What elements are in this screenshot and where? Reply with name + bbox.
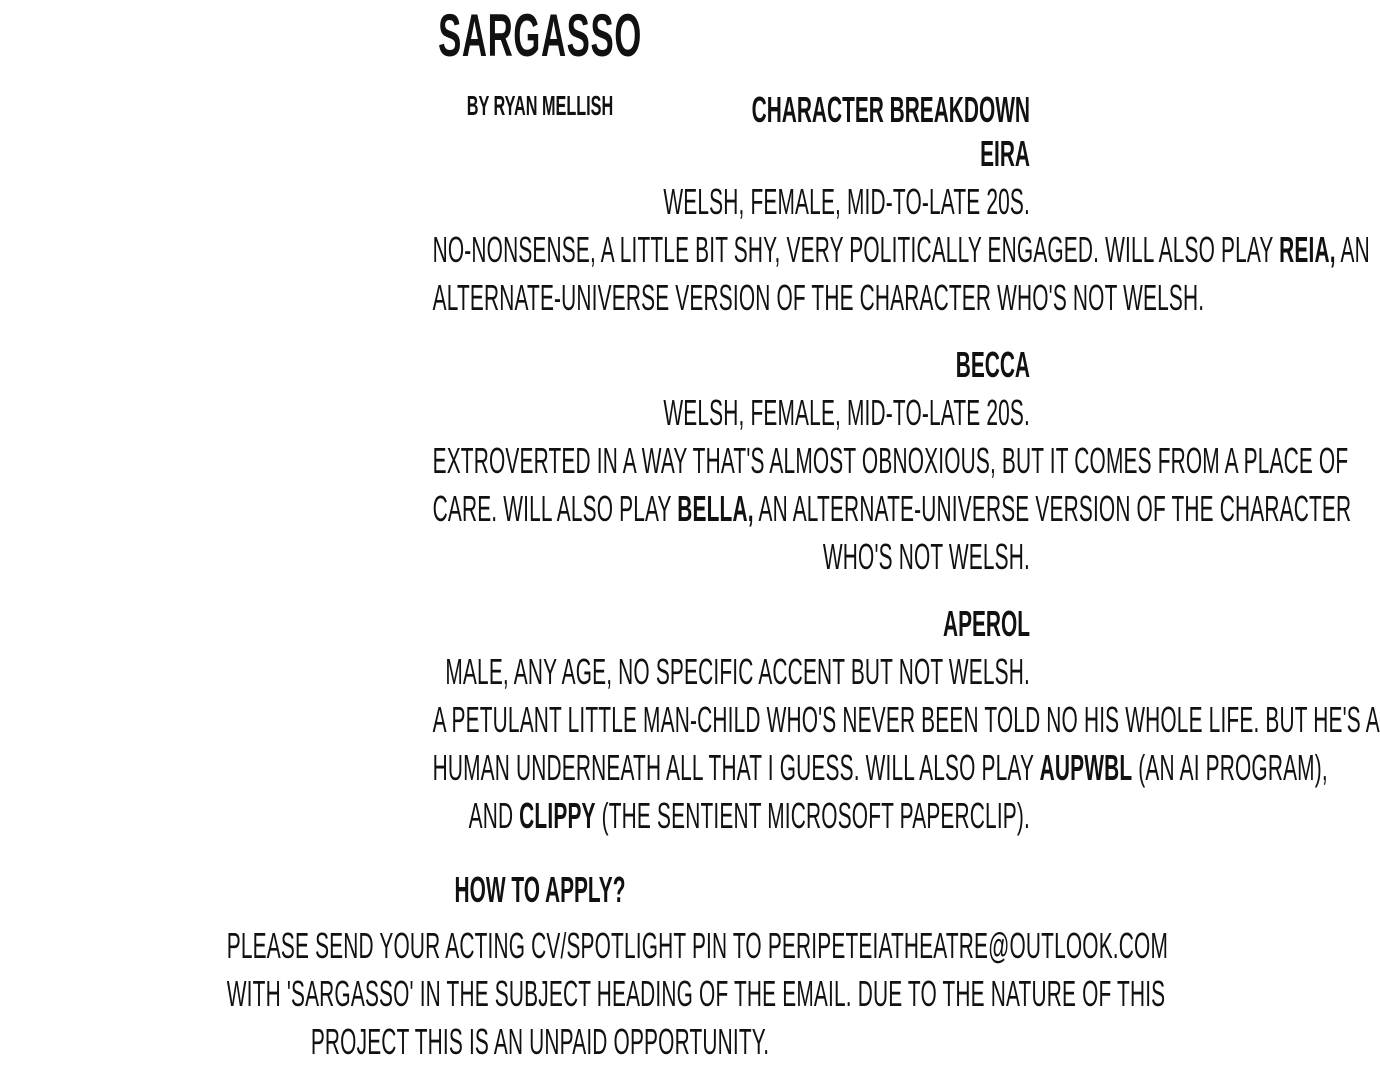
page-title bbox=[0, 4, 1080, 68]
description-line-text: ALTERNATE-UNIVERSE VERSION OF THE CHARACTER WHO'S NOT WELSH. bbox=[432, 277, 1205, 318]
character-name-text: EIRA bbox=[980, 133, 1030, 174]
alt-character-name: BELLA, bbox=[677, 488, 754, 529]
description-text: CARE. WILL ALSO PLAY bbox=[432, 488, 678, 529]
description-line-text bbox=[432, 485, 1352, 533]
apply-line bbox=[0, 1018, 1080, 1066]
character-basics-text: MALE, ANY AGE, NO SPECIFIC ACCENT BUT NOT WELSH. bbox=[445, 651, 1030, 692]
character-basics-text: WELSH, FEMALE, MID-TO-LATE 20S. bbox=[663, 181, 1030, 222]
apply-line-text: PROJECT THIS IS AN UNPAID OPPORTUNITY. bbox=[310, 1021, 770, 1062]
character-description-line bbox=[0, 485, 1352, 533]
byline-text: BY RYAN MELLISH bbox=[466, 90, 614, 121]
character-name-aperol bbox=[0, 600, 1080, 648]
character-description-line bbox=[0, 696, 1380, 744]
description-line-text: EXTROVERTED IN A WAY THAT'S ALMOST OBNOXIOUS, BUT IT COMES FROM A PLACE OF bbox=[432, 440, 1349, 481]
character-description-line bbox=[0, 274, 1205, 322]
description-line-text bbox=[433, 792, 1030, 840]
character-name-becca bbox=[0, 341, 1080, 389]
description-text: (AN AI PROGRAM), bbox=[1132, 747, 1328, 788]
character-description-line bbox=[0, 226, 1370, 274]
alt-character-name: AUPWBL bbox=[1039, 747, 1133, 788]
description-line-text bbox=[432, 226, 1370, 274]
apply-line-text: WITH 'SARGASSO' IN THE SUBJECT HEADING OF THE EMAIL. DUE TO THE NATURE OF THIS bbox=[226, 973, 1166, 1014]
description-text: HUMAN UNDERNEATH ALL THAT I GUESS. WILL ALSO PLAY bbox=[432, 747, 1040, 788]
character-description-line bbox=[0, 533, 1080, 581]
apply-heading bbox=[0, 866, 1080, 914]
description-text: AN ALTERNATE-UNIVERSE VERSION OF THE CHARACTER bbox=[753, 488, 1352, 529]
title-text: SARGASSO bbox=[438, 2, 642, 69]
apply-heading-text: HOW TO APPLY? bbox=[454, 869, 626, 910]
section-heading bbox=[0, 86, 1080, 134]
description-text: AND bbox=[468, 795, 520, 836]
apply-line-text: PLEASE SEND YOUR ACTING CV/SPOTLIGHT PIN TO PERIPETEIATHEATRE@OUTLOOK.COM bbox=[226, 925, 1169, 966]
character-description-line bbox=[0, 744, 1328, 792]
description-text: (THE SENTIENT MICROSOFT PAPERCLIP). bbox=[595, 795, 1030, 836]
character-basics-aperol bbox=[0, 648, 1080, 696]
description-line-text: WHO'S NOT WELSH. bbox=[822, 536, 1030, 577]
character-name-text: APEROL bbox=[942, 603, 1030, 644]
description-line-text: A PETULANT LITTLE MAN-CHILD WHO'S NEVER BEEN TOLD NO HIS WHOLE LIFE. BUT HE'S A bbox=[432, 699, 1380, 740]
character-basics-eira bbox=[0, 178, 1080, 226]
character-basics-text: WELSH, FEMALE, MID-TO-LATE 20S. bbox=[663, 392, 1030, 433]
section-heading-text: CHARACTER BREAKDOWN bbox=[751, 89, 1030, 130]
character-description-line bbox=[0, 792, 1080, 840]
description-text: NO-NONSENSE, A LITTLE BIT SHY, VERY POLITICALLY ENGAGED. WILL ALSO PLAY bbox=[432, 229, 1280, 270]
alt-character-name: CLIPPY bbox=[519, 795, 596, 836]
character-name-eira bbox=[0, 130, 1080, 178]
apply-line bbox=[0, 922, 1169, 970]
alt-character-name: REIA, bbox=[1279, 229, 1336, 270]
character-description-line bbox=[0, 437, 1349, 485]
description-text: AN bbox=[1335, 229, 1370, 270]
apply-line bbox=[0, 970, 1166, 1018]
character-basics-becca bbox=[0, 389, 1080, 437]
description-line-text bbox=[432, 744, 1328, 792]
character-name-text: BECCA bbox=[955, 344, 1030, 385]
